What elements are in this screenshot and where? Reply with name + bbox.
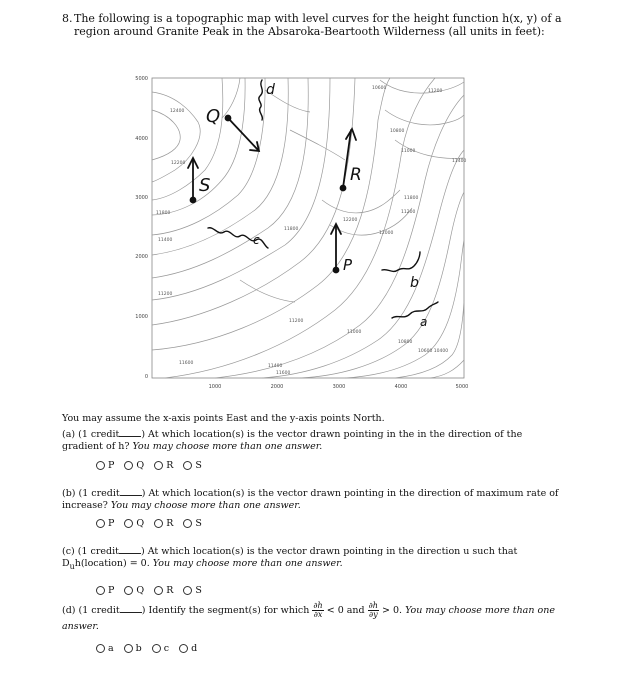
question-text: The following is a topographic map with level curves for the height function h(x, y) of a region around Granite Peak in the Absaroka-Beartooth Wilderness (all units in feet): (74, 12, 562, 38)
contour-line (322, 190, 400, 213)
y-tick: 2000 (135, 254, 148, 260)
options-b (96, 518, 202, 529)
radio-icon[interactable] (124, 519, 133, 528)
option-r[interactable]: R (154, 460, 173, 471)
contour-line (380, 80, 464, 93)
option-b[interactable]: b (124, 643, 142, 654)
option-c[interactable]: c (152, 643, 169, 654)
option-d[interactable]: d (179, 643, 197, 654)
contour-line (385, 110, 464, 125)
option-q[interactable]: Q (124, 460, 144, 471)
contour-label: 11200 (158, 292, 173, 297)
label-a: a (420, 315, 428, 329)
part-a (62, 428, 562, 453)
label-b: b (410, 275, 419, 291)
part-text: ) At which location(s) is the vector drawn pointing in the direction u such that D (62, 546, 518, 569)
partial-h-x: $\frac{\partial h}{\partial x}$ (313, 601, 323, 619)
credit-label: (1 credit (77, 546, 119, 557)
contour-label: 11200 (289, 319, 304, 324)
part-text: ) At which location(s) is the vector drawn pointing in the direction of maximum rate of increase? (62, 488, 559, 511)
contour-line (152, 78, 390, 350)
part-id: (c) (62, 546, 75, 557)
contour-label: 11800 (404, 196, 419, 201)
credit-blank[interactable] (120, 604, 142, 613)
option-p[interactable]: P (96, 460, 114, 471)
part-text-2: h(location) = 0. (74, 558, 153, 569)
contour-lines (152, 78, 467, 378)
contour-label: 11000 (347, 330, 362, 335)
radio-icon[interactable] (152, 644, 161, 653)
y-tick: 3000 (135, 195, 148, 201)
segment-d (259, 80, 263, 120)
condition-2: > 0. (382, 605, 403, 616)
partial-h-y: $\frac{\partial h}{\partial y}$ (368, 601, 378, 619)
contour-line (152, 78, 308, 278)
radio-icon[interactable] (96, 461, 105, 470)
point-r (341, 186, 346, 191)
x-tick: 1000 (208, 384, 222, 390)
option-q[interactable]: Q (124, 518, 144, 529)
part-note: You may choose more than one answer. (110, 500, 301, 511)
part-id: (a) (62, 429, 76, 440)
contour-label: 11200 (428, 89, 443, 94)
credit-blank[interactable] (120, 487, 142, 496)
option-p[interactable]: P (96, 585, 114, 596)
x-tick: 3000 (332, 384, 346, 390)
radio-icon[interactable] (124, 461, 133, 470)
credit-label: (1 credit (78, 429, 120, 440)
contour-label: 11200 (401, 210, 416, 215)
radio-icon[interactable] (124, 586, 133, 595)
radio-icon[interactable] (96, 586, 105, 595)
part-b (62, 487, 562, 512)
contour-line (262, 150, 467, 378)
radio-icon[interactable] (124, 644, 133, 653)
contour-line (222, 78, 240, 118)
x-axis (209, 384, 469, 390)
radio-icon[interactable] (154, 519, 163, 528)
radio-icon[interactable] (96, 644, 105, 653)
contour-label: 11800 (284, 227, 299, 232)
options-c (96, 585, 202, 596)
option-r[interactable]: R (154, 518, 173, 529)
question-number: 8. (62, 12, 73, 25)
contour-label: 11600 (179, 361, 194, 366)
option-s[interactable]: S (183, 585, 202, 596)
contour-label: 12400 (170, 109, 185, 114)
contour-label: 11400 (452, 159, 467, 164)
x-tick: 5000 (455, 384, 469, 390)
segment-a (392, 302, 438, 318)
contour-label: 10600 (372, 86, 387, 91)
part-note: You may choose more than one answer. (152, 558, 343, 569)
contour-label: 11400 (268, 364, 283, 369)
part-c (62, 545, 562, 573)
contour-label: 12200 (343, 218, 358, 223)
y-axis (135, 76, 148, 380)
radio-icon[interactable] (96, 519, 105, 528)
radio-icon[interactable] (183, 461, 192, 470)
contour-label: 10600 10400 (418, 349, 449, 354)
radio-icon[interactable] (183, 519, 192, 528)
part-d (62, 602, 562, 635)
option-p[interactable]: P (96, 518, 114, 529)
options-d (96, 643, 197, 654)
radio-icon[interactable] (179, 644, 188, 653)
contour-line (430, 360, 464, 378)
contour-line (152, 78, 223, 200)
contour-line (290, 130, 345, 160)
point-s (191, 198, 196, 203)
part-id: (b) (62, 488, 76, 499)
location-labels (199, 82, 427, 329)
option-a[interactable]: a (96, 643, 114, 654)
contour-label: 11400 (158, 238, 173, 243)
contour-line (345, 240, 464, 378)
option-s[interactable]: S (183, 518, 202, 529)
contour-label: 12000 (379, 231, 394, 236)
contour-label: 11000 (401, 149, 416, 154)
contour-label: 11800 (156, 211, 171, 216)
label-c: c (253, 233, 260, 247)
condition-1: < 0 and (326, 605, 365, 616)
options-a (96, 460, 202, 471)
contour-label: 12200 (171, 161, 186, 166)
radio-icon[interactable] (154, 461, 163, 470)
intro-text: You may assume the x-axis points East and the y-axis points North. (62, 413, 385, 424)
subscript-u: u (69, 561, 75, 571)
y-tick: 4000 (135, 136, 148, 142)
contour-label: 11600 (276, 371, 291, 376)
x-tick: 4000 (394, 384, 408, 390)
label-r: R (350, 165, 362, 185)
y-tick: 5000 (135, 76, 148, 82)
point-q (226, 116, 231, 121)
y-tick: 0 (144, 374, 148, 380)
credit-blank[interactable] (119, 428, 141, 437)
contour-labels (156, 85, 466, 376)
y-tick: 1000 (135, 314, 148, 320)
label-s: S (199, 175, 211, 196)
radio-icon[interactable] (183, 586, 192, 595)
label-p: P (343, 256, 353, 274)
segment-b (382, 252, 420, 271)
annotations (188, 80, 438, 318)
option-r[interactable]: R (154, 585, 173, 596)
contour-label: 10800 (390, 129, 405, 134)
label-d: d (266, 82, 275, 98)
part-note: You may choose more than one answer. (62, 605, 555, 632)
credit-blank[interactable] (119, 545, 141, 554)
part-text: ) Identify the segment(s) for which (141, 605, 310, 616)
radio-icon[interactable] (154, 586, 163, 595)
credit-label: (1 credit (78, 488, 120, 499)
option-s[interactable]: S (183, 460, 202, 471)
option-q[interactable]: Q (124, 585, 144, 596)
label-q: Q (206, 106, 221, 127)
part-text: ) At which location(s) is the vector drawn pointing in the in the direction of the gradient of h? (62, 429, 523, 452)
x-tick: 2000 (270, 384, 284, 390)
part-id: (d) (62, 605, 76, 616)
credit-label: (1 credit (78, 605, 120, 616)
point-p (334, 268, 339, 273)
contour-label: 10800 (398, 340, 413, 345)
contour-line (152, 110, 180, 160)
part-note: You may choose more than one answer. (132, 441, 323, 452)
